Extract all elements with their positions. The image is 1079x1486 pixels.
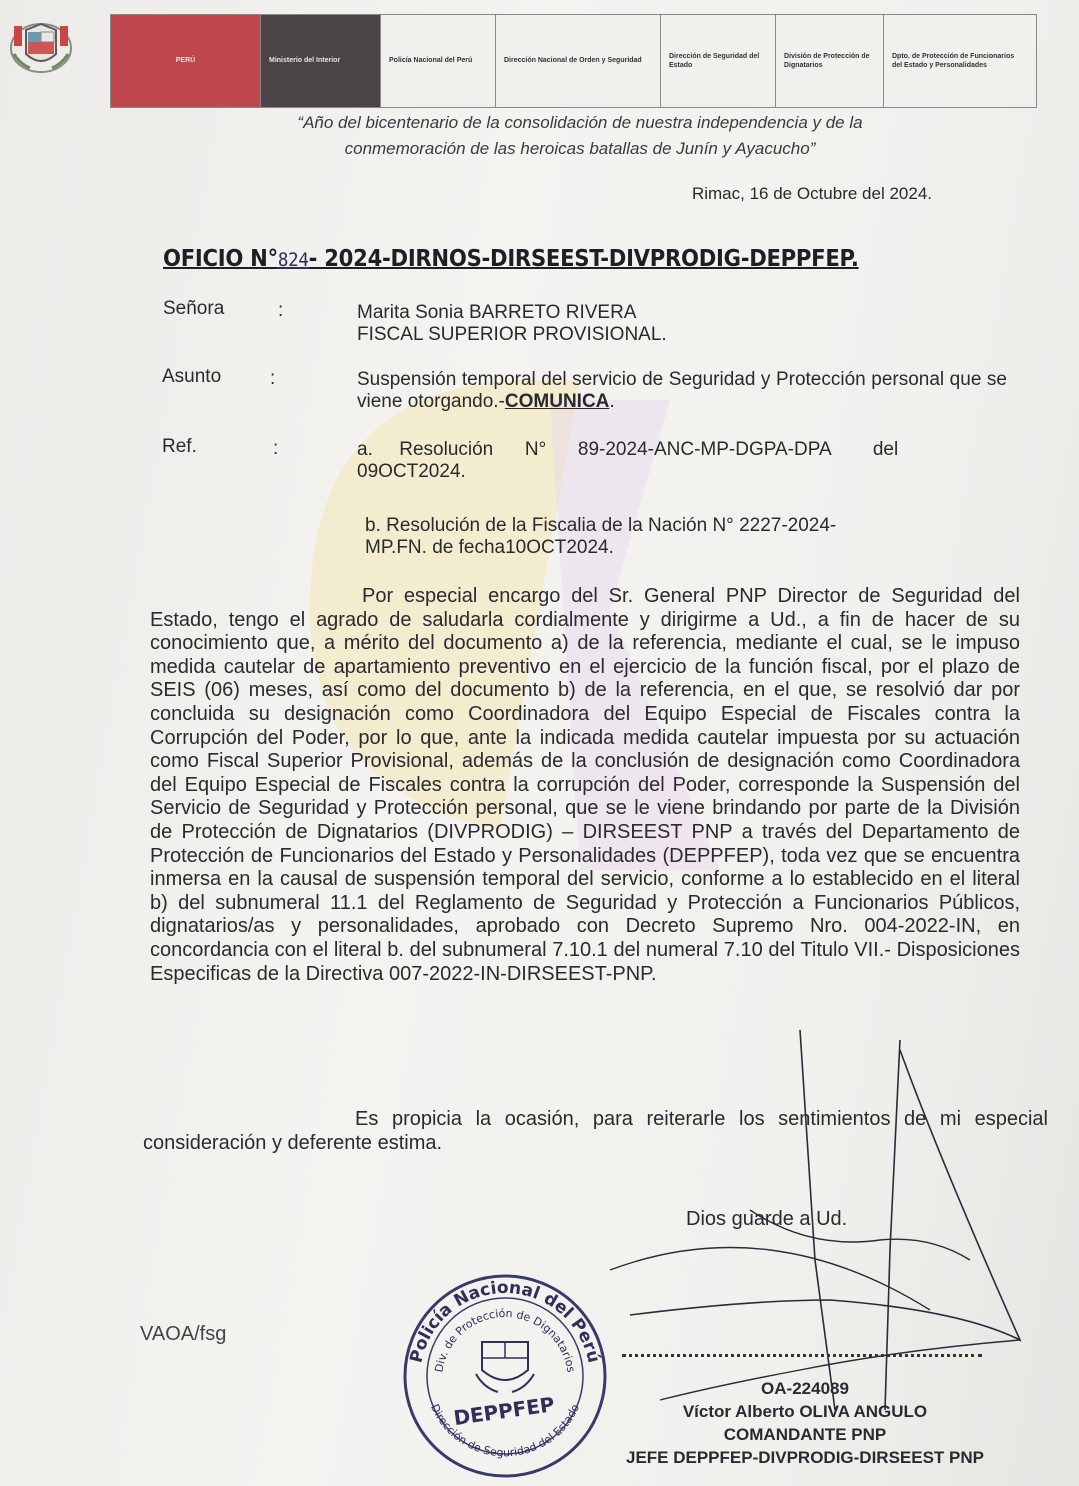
subject-value — [357, 369, 1007, 413]
header-cell-ministry: Ministerio del Interior — [261, 15, 381, 107]
typist-initials: VAOA/fsg — [140, 1323, 227, 1345]
document-date: Rimac, 16 de Octubre del 2024. — [691, 184, 932, 203]
header-cell-divprodig: División de Protección de Dignatarios — [776, 15, 884, 107]
recipient-label: Señora — [163, 298, 225, 319]
body-paragraph-2-text: Es propicia la ocasión, para reiterarle los sentimientos de mi especial consideración y deferente estima. — [143, 1108, 1048, 1154]
oficio-handwritten-number: 824 — [277, 249, 309, 271]
body-paragraph-1 — [150, 585, 1020, 986]
institution-header — [110, 14, 1037, 108]
document-reference-number — [163, 246, 881, 272]
year-motto — [200, 110, 960, 162]
national-emblem-icon — [6, 14, 76, 76]
subject-label: Asunto — [162, 366, 222, 387]
reference-item-a — [357, 439, 1012, 483]
reference-item-b — [365, 515, 965, 559]
oficio-suffix: - 2024-DIRNOS-DIRSEEST-DIVPRODIG-DEPPFEP. — [308, 246, 859, 272]
subject-text: Suspensión temporal del servicio de Seguridad y Protección personal que se viene otorgando.- — [357, 369, 1007, 412]
reference-colon: : — [273, 438, 279, 459]
reference-b-line-2: MP.FN. de fecha10OCT2024. — [365, 537, 614, 558]
handwritten-signature — [600, 1010, 1040, 1420]
signer-rank: COMANDANTE PNP — [723, 1425, 887, 1444]
signer-position: JEFE DEPPFEP-DIVPRODIG-DIRSEEST PNP — [625, 1448, 984, 1467]
recipient-title: FISCAL SUPERIOR PROVISIONAL. — [357, 324, 667, 345]
stamp-shield-icon — [476, 1342, 534, 1392]
subject-colon: : — [270, 368, 276, 389]
recipient-colon: : — [278, 300, 284, 321]
stamp-inner-text: Div. de Protección de Dignatarios — [432, 1306, 578, 1374]
subject-end: . — [609, 391, 615, 412]
oficio-prefix: OFICIO N° — [163, 246, 278, 272]
subject-emphasis: COMUNICA — [504, 391, 610, 412]
header-cell-dirnos: Dirección Nacional de Orden y Seguridad — [496, 15, 661, 107]
signature-line — [622, 1354, 982, 1357]
stamp-outer-text: Policía Nacional del Perú — [406, 1277, 604, 1365]
reference-a-line-1: a. Resolución N° 89-2024-ANC-MP-DGPA-DPA del — [357, 439, 899, 460]
body-paragraph-1-text: Por especial encargo del Sr. General PNP Director de Seguridad del Estado, tengo el agrado de saludarla cordialmente y dirigirme a Ud., a fin de hacer de su conocimiento que, a mérito del documento a) de la referencia, mediante el cual, se le impuso medida cautelar de apartamiento preventivo en el ejercicio de la función fiscal, por el plazo de SEIS (06) meses, así como del documento b) de la referencia, en el que, se resolvió dar por concluida su designación como Coordinadora del Equipo Especial de Fiscales contra la Corrupción del Poder, por lo que, ante la indicada medida cautelar impuesta por su actuación como Fiscal Superior Provisional, además de la conclusión de designación como Coordinadora del Equipo Especial de Fiscales contra la corrupción del Poder, corresponde la Suspensión del Servicio de Seguridad y Protección personal, que se le viene brindando por parte de la División de Protección de Dignatarios (DIVPRODIG) – DIRSEEST PNP a través del Departamento de Protección de Funcionarios del Estado y Personalidades (DEPPFEP), toda vez que se encuentra inmersa en la causal de suspensión temporal del servicio, conforme a lo establecido en el literal b) del subnumeral 11.1 del Reglamento de Seguridad y Protección a Funcionarios Públicos, dignatarios/as y personalidades, aprobado con Decreto Supremo Nro. 004-2022-IN, en concordancia con el literal b. del subnumeral 7.10.1 del numeral 7.10 del Titulo VII.- Disposiciones Especificas de la Directiva 007-2022-IN-DIRSEEST-PNP. — [150, 585, 1020, 985]
header-cell-police: Policía Nacional del Perú — [381, 15, 496, 107]
signature-block — [600, 1377, 1010, 1469]
recipient-name: Marita Sonia BARRETO RIVERA — [357, 302, 637, 323]
reference-a-line-2: 09OCT2024. — [357, 461, 466, 482]
signer-code: OA-224089 — [761, 1379, 849, 1398]
header-cell-deppfep: Dpto. de Protección de Funcionarios del Estado y Personalidades — [884, 15, 1034, 107]
official-stamp — [400, 1268, 610, 1478]
header-cell-peru: PERÚ — [111, 15, 261, 107]
stamp-center-text: DEPPFEP — [452, 1392, 556, 1431]
year-motto-line-1: “Año del bicentenario de la consolidación de nuestra independencia y de la — [297, 113, 863, 132]
closing-greeting: Dios guarde a Ud. — [686, 1208, 848, 1230]
stamp-bottom-text: Dirección de Seguridad del Estado — [428, 1402, 582, 1460]
year-motto-line-2: conmemoración de las heroicas batallas de Junín y Ayacucho” — [344, 139, 816, 158]
reference-label: Ref. — [162, 436, 197, 457]
header-cell-dirseest: Dirección de Seguridad del Estado — [661, 15, 776, 107]
recipient-value — [357, 302, 1017, 346]
reference-b-line-1: b. Resolución de la Fiscalia de la Nación N° 2227-2024- — [365, 515, 837, 536]
signer-name: Víctor Alberto OLIVA ANGULO — [682, 1402, 928, 1421]
